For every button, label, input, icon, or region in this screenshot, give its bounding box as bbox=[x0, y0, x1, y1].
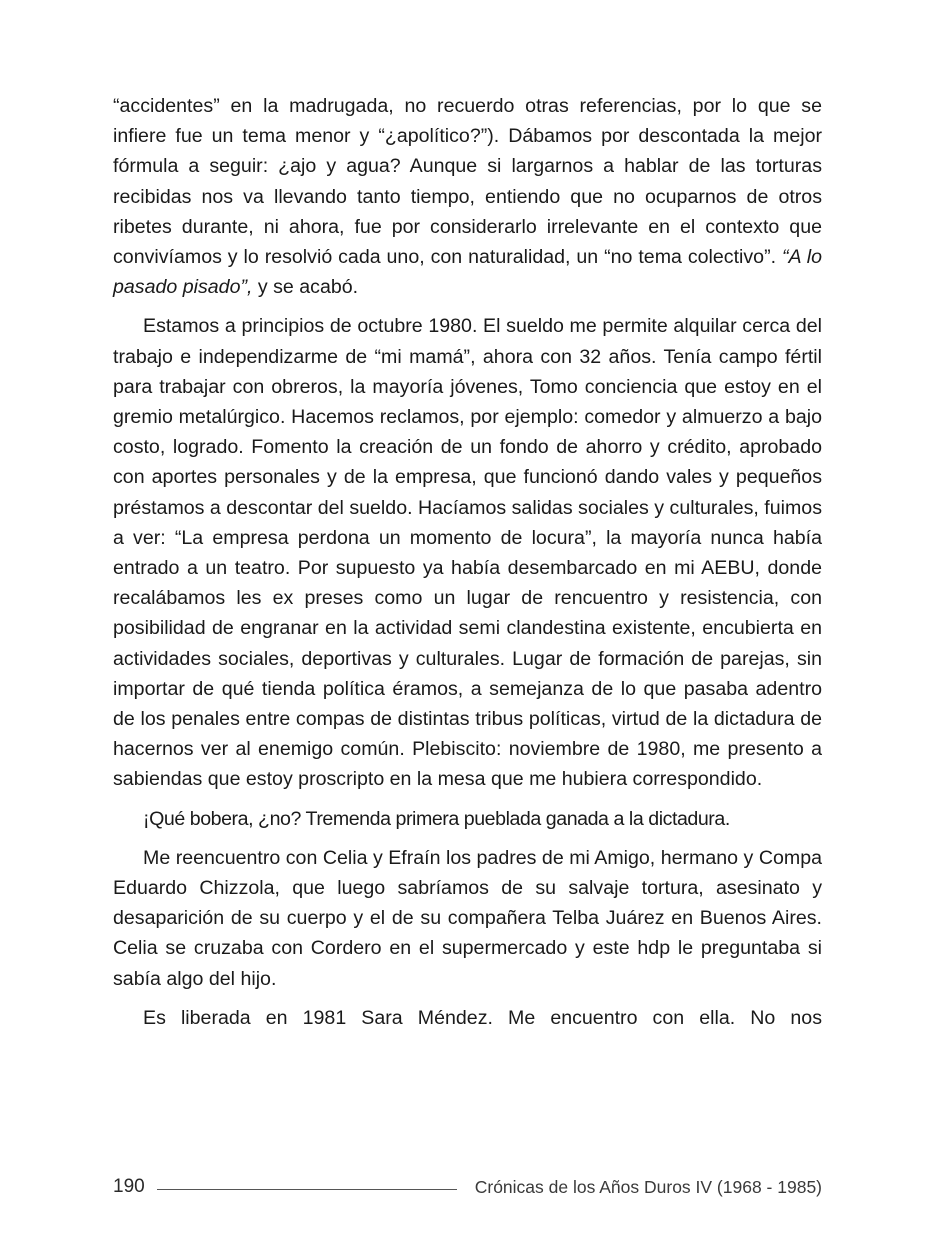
paragraph-4: Me reencuentro con Celia y Efraín los padres de mi Amigo, hermano y Compa Eduardo Chizzola, que luego sabríamos de su salvaje tortura, asesinato y desaparición de su cuerpo y el de su compañera Telba Juárez en Buenos Aires. Celia se cruzaba con Cordero en el supermercado y este hdp le preguntaba si sabía algo del hijo. bbox=[113, 846, 822, 990]
italic-quote: “A lo pasado pisado”, bbox=[113, 246, 822, 299]
running-title: Crónicas de los Años Duros IV (1968 - 1985) bbox=[474, 1176, 822, 1197]
body-text bbox=[113, 91, 822, 1042]
paragraph-3: ¡Qué bobera, ¿no? Tremenda primera pueblada ganada a la dictadura. bbox=[143, 807, 730, 830]
paragraph-2: Estamos a principios de octubre 1980. El sueldo me permite alquilar cerca del trabajo e independizarme de “mi mamá”, ahora con 32 años. Tenía campo fértil para trabajar con obreros, la mayoría jóvenes, Tomo conciencia que estoy en el gremio metalúrgico. Hacemos reclamos, por ejemplo: comedor y almuerzo a bajo costo, logrado. Fomento la creación de un fondo de ahorro y crédito, aprobado con aportes personales y de la empresa, que funcionó dando vales y pequeños préstamos a descontar del sueldo. Hacíamos salidas sociales y culturales, fuimos a ver: “La empresa perdona un momento de locura”, la mayoría nunca había entrado a un teatro. Por supuesto ya había desembarcado en mi AEBU, donde recalábamos les ex preses como un lugar de rencuentro y resistencia, con posibilidad de engranar en la actividad semi clandestina existente, encubierta en actividades sociales, deportivas y culturales. Lugar de formación de parejas, sin importar de qué tienda política éramos, a semejanza de lo que pasaba adentro de los penales entre compas de distintas tribus políticas, virtud de la dictadura de hacernos ver al enemigo común. Plebiscito: noviembre de 1980, me presento a sabiendas que estoy proscripto en la mesa que me hubiera correspondido. bbox=[113, 315, 822, 791]
page-footer bbox=[113, 1172, 822, 1202]
paragraph-1-text: “accidentes” en la madrugada, no recuerdo otras referencias, por lo que se infiere fue un tema menor y “¿apolítico?”). Dábamos por descontada la mejor fórmula a seguir: ¿ajo y agua? Aunque si largarnos a hablar de las torturas recibidas nos va llevando tanto tiempo, entiendo que no ocuparnos de otros ribetes durante, ni ahora, fue por considerarlo irrelevante en el contexto que convivíamos y lo resolvió cada uno, con naturalidad, un “no tema colectivo”. bbox=[113, 95, 822, 269]
paragraph-1-ending: y se acabó. bbox=[252, 276, 359, 299]
paragraph-5: Es liberada en 1981 Sara Méndez. Me encuentro con ella. No nos bbox=[143, 1006, 822, 1029]
paragraph-1 bbox=[113, 91, 822, 302]
page-number: 190 bbox=[113, 1176, 145, 1197]
footer-rule bbox=[157, 1189, 457, 1190]
